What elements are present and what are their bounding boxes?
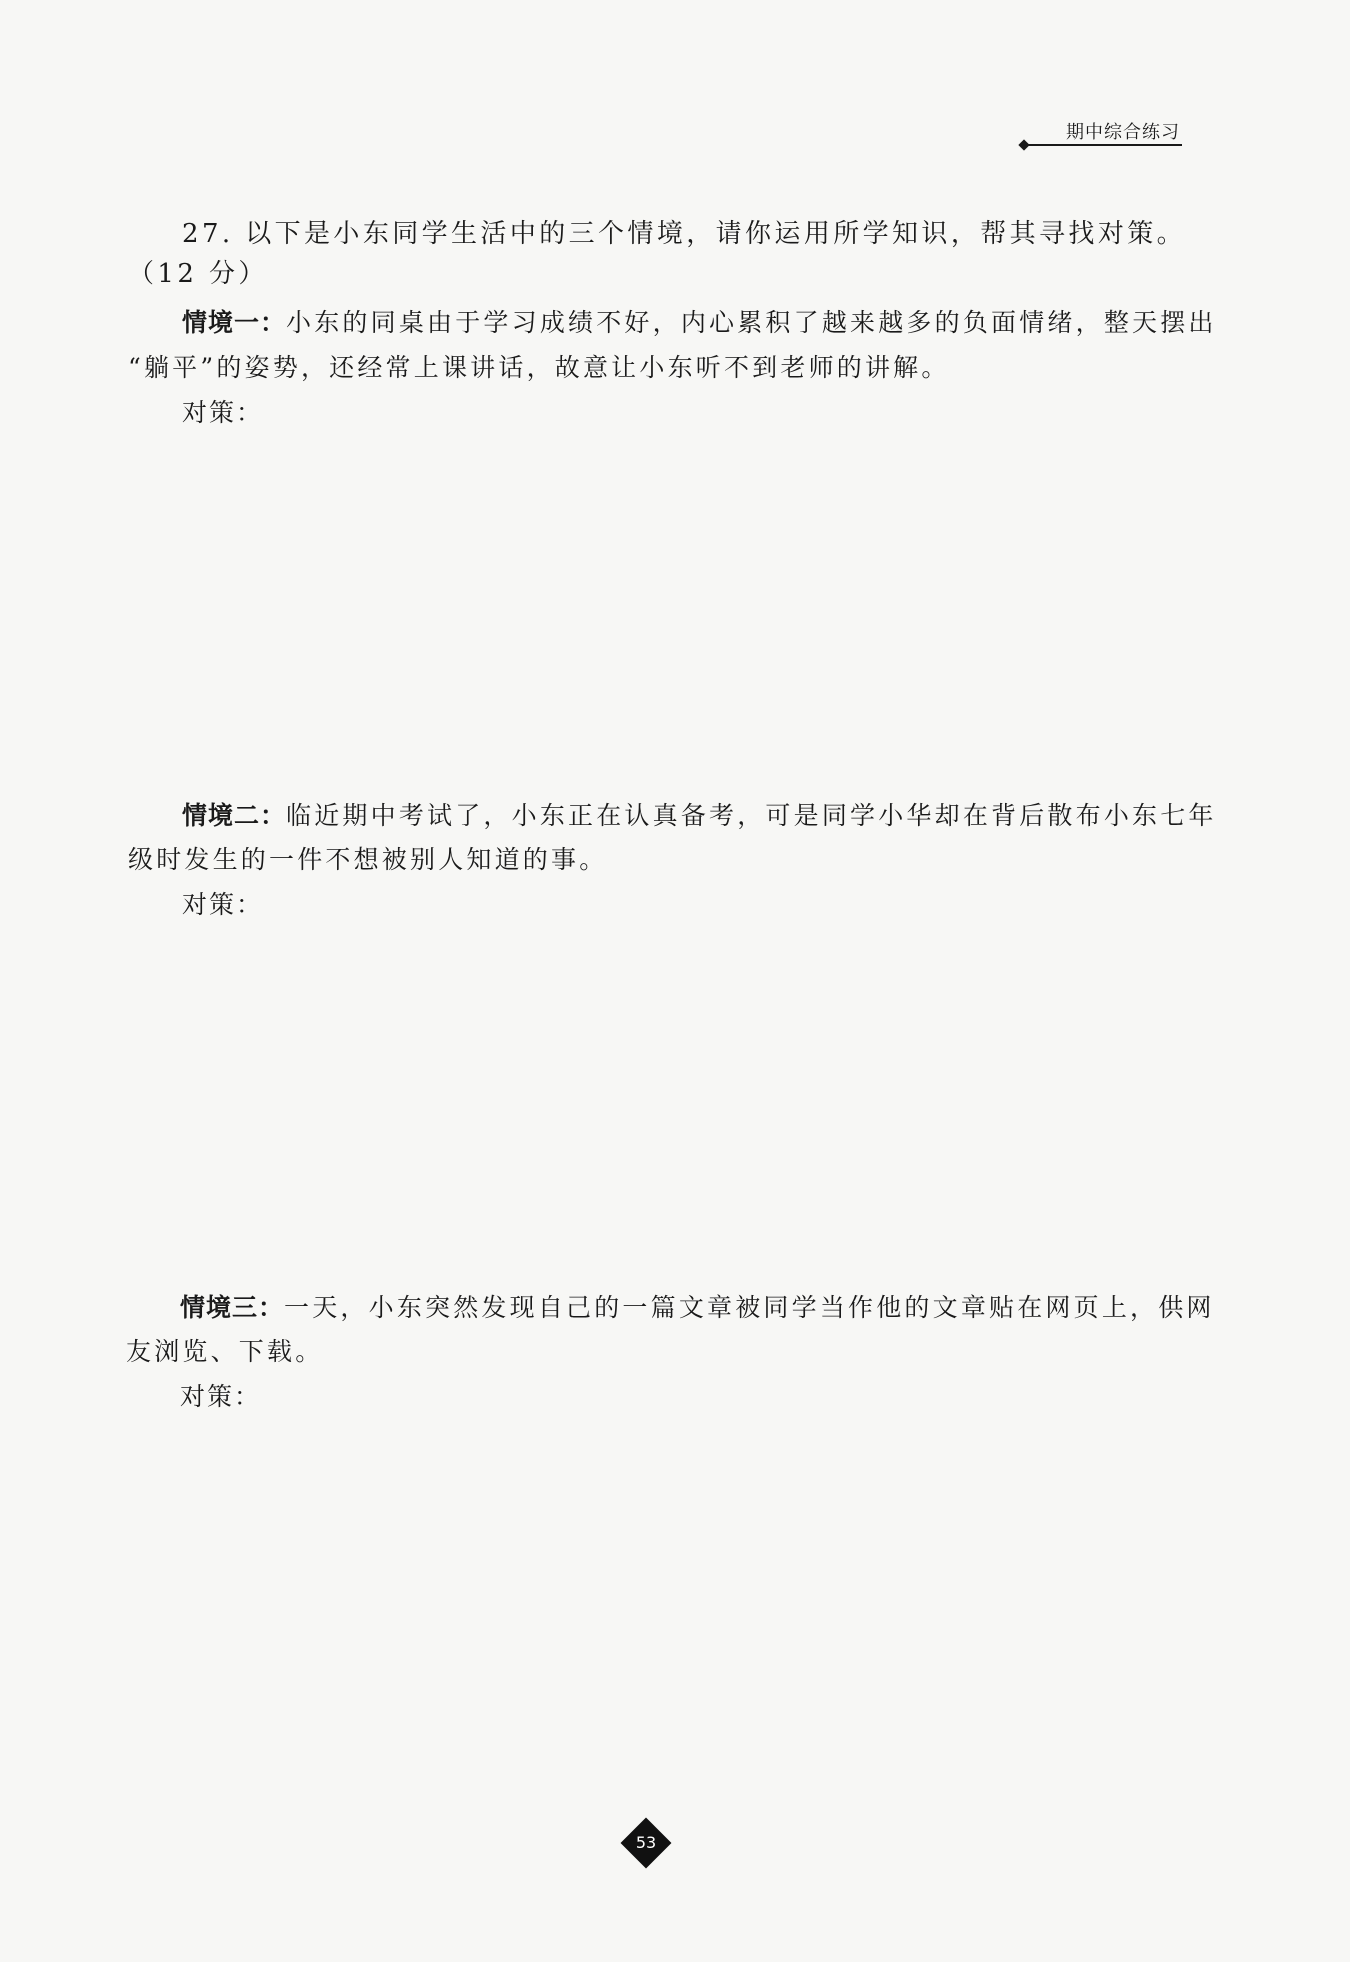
scenario-1-strategy-label: 对策： <box>182 398 264 427</box>
scenario-1-answer-area[interactable] <box>130 440 1180 770</box>
page-number-badge <box>620 1817 672 1869</box>
scenario-3-strategy-label: 对策： <box>180 1382 262 1411</box>
scenario-1-label: 情境一： <box>182 308 287 337</box>
scenario-3-answer-area[interactable] <box>130 1424 1180 1794</box>
question-score: （12 分） <box>128 259 268 289</box>
scenario-3-line-2: 友浏览、下载。 <box>126 1337 324 1366</box>
scenario-2-line-2: 级时发生的一件不想被别人知道的事。 <box>128 845 608 874</box>
page-number: 53 <box>635 1833 657 1852</box>
header-rule <box>1026 144 1182 146</box>
scenario-2-label: 情境二： <box>182 801 287 830</box>
scenario-3-text-1: 一天，小东突然发现自己的一篇文章被同学当作他的文章贴在网页上，供网 <box>284 1293 1215 1322</box>
question-stem: 27. 以下是小东同学生活中的三个情境，请你运用所学知识，帮其寻找对策。 <box>182 219 1187 249</box>
scenario-2-answer-area[interactable] <box>130 932 1180 1262</box>
scenario-1-text-1: 小东的同桌由于学习成绩不好，内心累积了越来越多的负面情绪，整天摆出 <box>286 308 1217 337</box>
section-title: 期中综合练习 <box>1066 122 1180 143</box>
scenario-2-text-1: 临近期中考试了，小东正在认真备考，可是同学小华却在背后散布小东七年 <box>286 801 1217 830</box>
scenario-3-label: 情境三： <box>180 1293 285 1322</box>
scenario-2-strategy-label: 对策： <box>182 890 264 919</box>
scenario-3-line-1 <box>180 1292 1215 1324</box>
scenario-2-line-1 <box>182 800 1217 832</box>
scenario-1-line-1 <box>182 307 1217 339</box>
scenario-1-line-2: “躺平”的姿势，还经常上课讲话，故意让小东听不到老师的讲解。 <box>128 353 950 382</box>
running-header <box>1020 118 1182 148</box>
